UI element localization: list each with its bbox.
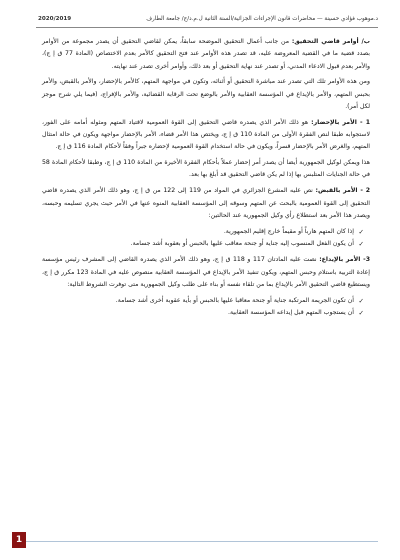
label-deposit: 3- الأمر بالإيداع: — [319, 256, 370, 264]
paragraph-deposit: 3- الأمر بالإيداع: نصت عليه المادتان 117 و 118 ق إ ج، وهو ذلك الأمر الذي يصدره القاضي إلى المشرف رئيس مؤسسة إعادة التربية باستلام وحبس المتهم، ويكون تنفيذ الأمر بالإيداع في المؤسسة العقابية منصوص عليه في المادة 123 مكرر ق إ ج، ويستطيع قاضي التحقيق الأمر بالإيداع بما من تلقاء نفسه أو بناء على طلب وكيل الجمهورية متى توفرت الشروط التالية: — [42, 256, 370, 288]
list-item: ✓ أن يكون الفعل المنسوب إليه جناية أو جنحة معاقب عليها بالحبس أو بعقوبة أشد جسامة. — [42, 238, 364, 250]
list-item: ✓ أن تكون الجريمة المرتكبة جناية أو جنحة معاقبا عليها بالحبس أو بأية عقوبة أخرى أشد جسامة. — [42, 295, 364, 307]
page-header — [38, 12, 378, 26]
arrest-conditions-list — [42, 226, 370, 251]
paragraph-arrest: 2 - الأمر بالقبض: نص عليه المشرع الجزائري في المواد من 119 إلى 122 من ق إ ج، وهو ذلك الأمر الذي يصدره قاضي التحقيق إلى القوة العمومية بالبحث عن المتهم وسوقه إلى المؤسسة العقابية المنوه عنها في الأمر حيث يجري تسليمه وحبسه، ويصدر هذا الأمر بعد استطلاع رأي وكيل الجمهورية عند الحالتين: — [42, 187, 370, 219]
list-item: ✓ إذا كان المتهم هارباً أو مقيماً خارج إقليم الجمهورية. — [42, 226, 364, 238]
checkmark-icon: ✓ — [358, 308, 364, 317]
deposit-conditions-list — [42, 295, 370, 320]
label-summons: 1 - الأمر بالإحضار: — [311, 118, 370, 126]
paragraph-intro: ومن هذه الأوامر تلك التي تصدر عند مباشرة التحقيق أو أثنائه، وتكون في مواجهة المتهم، كالأمر بالإحضار، والأمر بالقبض، والأمر بحبس المتهم، والأمر بالإيداع في المؤسسة العقابية والأمر بالوضع تحت الرقابة القضائية، والأمر بالإفراج، (فيما يلي شرح موجز لكل أمر). — [42, 78, 370, 110]
paragraph-summons: 1 - الأمر بالإحضار: هو ذلك الأمر الذي يصدره قاضي التحقيق إلى القوة العمومية لاقتياد المتهم ومثوله أمامه على الفور، لاستجوابه طبقا لنص الفقرة الأولى من المادة 110 ق إ ج، ويختص هذا الأمر قضاء، الأمر بالإحضار مواجهة ويكون في حالة امتثال المتهم، والغرض الأمر بالإحضار قسراً، ويكون في حالة استخدام القوة العمومية لإحضاره جبراً وفقاً لأحكام المادة 116 ق إ ج. — [42, 118, 371, 151]
paragraph-summons-prosecutor: هذا ويمكن لوكيل الجمهورية أيضا أن يصدر أمر إحضار عملاً بأحكام الفقرة الأخيرة من المادة 110 ق إ ج، وطبقا لأحكام المادة 58 في حالة الجنايات المتلبس بها إذا لم يكن قاضي التحقيق قد أبلغ بها بعد. — [42, 159, 371, 179]
footer-divider — [26, 541, 378, 542]
checkmark-icon: ✓ — [358, 239, 364, 248]
label-arrest: 2 - الأمر بالقبض: — [315, 187, 370, 195]
header-divider — [36, 27, 378, 28]
header-year: 2020/2019 — [38, 16, 72, 22]
page-number: 1 — [12, 532, 26, 548]
document-body — [42, 36, 370, 323]
header-title: د.موهوب فؤادي حسينة — محاضرات قانون الإجراءات الجزائية/السنة الثانية ل.م.د/ج/ جامعة الطارف — [146, 16, 378, 22]
checkmark-icon: ✓ — [358, 296, 364, 305]
section-title-orders: ب/ أوامر قاضي التحقيق: — [291, 38, 371, 45]
list-item: ✓ أن يستجوب المتهم قبل إيداعه المؤسسة العقابية. — [42, 307, 364, 319]
checkmark-icon: ✓ — [358, 227, 364, 236]
paragraph-orders: ب/ أوامر قاضي التحقيق: من جانب أعمال التحقيق الموضحة سابقاً، يمكن لقاضي التحقيق أن يصدر مجموعة من الأوامر بصدد قضية ما في القضية المعروضة عليه، قد تصدر هذه الأوامر عند فتح التحقيق كالأمر بعدم الاختصاص (المادة 77 ق إ ج)، والأمر بعدم قبول الادعاء المدني، أو تصدر عند نهاية التحقيق أو بعد ذلك، وأوامر أخرى تصدر عند نهايته. — [42, 38, 371, 70]
